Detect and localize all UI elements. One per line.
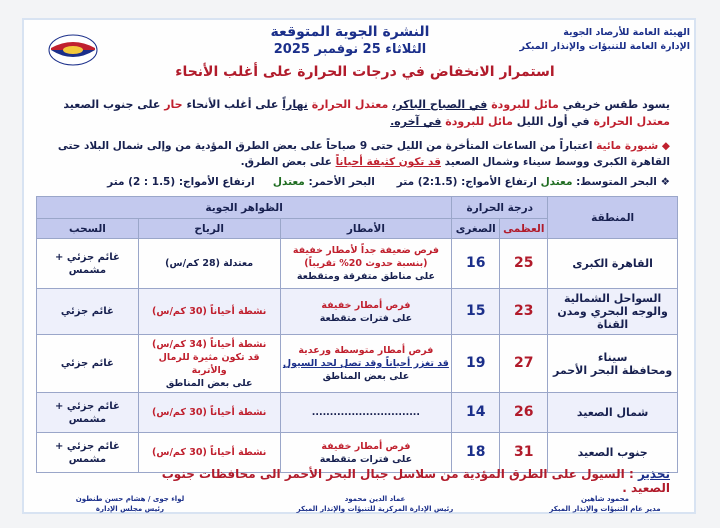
clouds-text: مشمس [68, 453, 107, 465]
forecast-text: في الصباح الباكر، [392, 98, 488, 111]
wind-cell: نشطة أحياناً (30 كم/س) [138, 289, 280, 335]
region-cell: شمال الصعيد [548, 393, 678, 433]
wave-value: (2:1.5) متر [396, 176, 458, 188]
sea-conditions [30, 176, 670, 188]
meteorological-authority-logo [48, 34, 98, 66]
forecast-text: معتدل الحرارة [593, 115, 670, 128]
fog-text: على بعض الطرق. [240, 156, 332, 168]
headline: استمرار الانخفاض في درجات الحرارة على أغلب الأنحاء [175, 64, 555, 80]
forecast-text: معتدل الحرارة [311, 98, 389, 111]
fog-emphasis: قد تكون كثيفة أحياناً [335, 156, 441, 168]
table-row [37, 335, 678, 393]
agency-line-2: الإدارة العامة للتنبؤات والإنذار المبكر [519, 41, 690, 52]
warning-label: تحذير [637, 467, 670, 481]
region-cell: القاهرة الكبرى [548, 239, 678, 289]
sea-label: البحر الأحمر: [308, 176, 375, 188]
clouds-cell: غائم جزئي [37, 335, 139, 393]
max-temp: 27 [500, 335, 548, 393]
signature-name: لواء جوى / هشام حسن طنطون [75, 495, 185, 503]
forecast-table [36, 196, 678, 473]
forecast-text: في أول الليل [516, 115, 590, 128]
max-temp: 31 [500, 433, 548, 473]
signature-title: مدير عام التنبؤات والإنذار المبكر [549, 505, 661, 513]
rain-text: (بنسبة حدوث 20% تقريباً) [304, 258, 428, 269]
clouds-cell [37, 239, 139, 289]
rain-text: فرص أمطار خفيفة [321, 440, 411, 452]
forecast-text: يسود طقس خريفي [562, 98, 670, 111]
region-text: ومحافظة البحر الأحمر [553, 363, 673, 377]
wave-label: ارتفاع الأمواج: [178, 176, 255, 188]
bulletin-title: النشرة الجوية المتوقعة [270, 24, 430, 40]
header-clouds: السحب [37, 219, 139, 239]
rain-text: على مناطق متفرقة ومتقطعة [296, 271, 435, 282]
header-wind: الرياح [138, 219, 280, 239]
wind-cell: نشطة أحياناً (30 كم/س) [138, 433, 280, 473]
region-cell: جنوب الصعيد [548, 433, 678, 473]
region-cell [548, 289, 678, 335]
header-region: المنطقة [548, 197, 678, 239]
header-temperature: درجة الحرارة [452, 197, 548, 219]
sea-state: معتدل [272, 176, 305, 188]
region-cell [548, 335, 678, 393]
clouds-text: مشمس [68, 413, 107, 425]
forecast-text: حار [164, 98, 183, 111]
forecast-text: نهاراً [282, 98, 308, 111]
forecast-text: مائل للبرودة [491, 98, 559, 111]
clouds-cell [37, 433, 139, 473]
header-phenomena: الظواهر الجوية [37, 197, 452, 219]
clouds-cell: غائم جزئي [37, 289, 139, 335]
forecast-text: مائل للبرودة [445, 115, 513, 128]
table-row [37, 393, 678, 433]
diamond-bullet-icon: ◆ [661, 140, 670, 152]
header-max: العظمى [500, 219, 548, 239]
wind-text: معتدلة (28 كم/س) [165, 258, 254, 269]
region-text: سيناء [597, 350, 628, 364]
rain-text: فرص ضعيفة جداً لأمطار خفيفة [292, 245, 439, 256]
rain-text: على بعض المناطق [322, 371, 410, 382]
wind-text: نشطة أحياناً (34 كم/س) [152, 338, 267, 350]
signature-name: محمود شاهين [580, 495, 629, 503]
rain-text: على فترات متقطعة [319, 453, 413, 465]
max-temp: 26 [500, 393, 548, 433]
clouds-text: مشمس [68, 264, 107, 276]
table-row [37, 289, 678, 335]
forecast-paragraph [30, 96, 670, 130]
min-temp: 16 [452, 239, 500, 289]
max-temp: 25 [500, 239, 548, 289]
sea-state: معتدل [540, 176, 573, 188]
signature-2 [275, 494, 475, 514]
clouds-text: غائم جزئي + [55, 400, 120, 412]
rain-cell [280, 335, 452, 393]
min-temp: 14 [452, 393, 500, 433]
fog-text: اعتباراً من الساعات المتأخرة من الليل حتى 9 صباحاً على بعض الطرق المؤدية من وإلى شمال البلاد حتى القاهرة الكبرى ووسط سيناء وشمال الصعيد [57, 140, 670, 168]
fog-notice [30, 138, 670, 170]
table-row [37, 239, 678, 289]
signature-title: رئيس مجلس الإدارة [95, 505, 165, 513]
clouds-cell [37, 393, 139, 433]
rain-text: قد تغزر أحياناً وقد تصل لحد السيول [282, 358, 449, 369]
rain-text: فرص أمطار خفيفة [321, 299, 411, 311]
bulletin-heading [250, 24, 450, 57]
warning-text: : السيول على الطرق المؤدية من سلاسل جبال البحر الأحمر الى محافظات جنوب الصعيد . [161, 467, 670, 495]
rain-text: على فترات متقطعة [319, 312, 413, 324]
fog-label: شبورة مائية [596, 140, 659, 152]
min-temp: 18 [452, 433, 500, 473]
wind-text: على بعض المناطق [165, 377, 253, 389]
forecast-text: على جنوب الصعيد [63, 98, 161, 111]
bulletin-date: الثلاثاء 25 نوفمبر 2025 [273, 42, 427, 57]
forecast-text: في آخره. [390, 115, 442, 128]
agency-name [519, 26, 690, 54]
rain-cell: .............................. [280, 393, 452, 433]
signature-title: رئيس الإدارة المركزية للتنبؤات والإنذار المبكر [296, 505, 454, 513]
signature-name: عماد الدين محمود [344, 495, 406, 503]
region-text: السواحل الشمالية [564, 292, 662, 305]
rain-text: فرص أمطار متوسطة ورعدية [298, 345, 434, 356]
min-temp: 15 [452, 289, 500, 335]
wave-value: (1.5 : 2) متر [107, 176, 176, 188]
wind-cell: نشطة أحياناً (30 كم/س) [138, 393, 280, 433]
forecast-text: على أغلب الأنحاء [186, 98, 279, 111]
max-temp: 23 [500, 289, 548, 335]
rain-cell [280, 289, 452, 335]
agency-line-1: الهيئة العامة للأرصاد الجوية [563, 27, 690, 38]
signature-1 [520, 494, 690, 514]
wind-text: قد تكون مثيرة للرمال والأتربة [158, 351, 260, 376]
diamond-bullet-icon: ❖ [660, 176, 670, 188]
region-text: والوجه البحري ومدن القناة [557, 305, 668, 331]
min-temp: 19 [452, 335, 500, 393]
clouds-text: غائم جزئي + [55, 251, 120, 263]
header-min: الصغرى [452, 219, 500, 239]
wave-label: ارتفاع الأمواج: [461, 176, 537, 188]
signature-3 [60, 494, 200, 514]
wind-cell [138, 239, 280, 289]
wind-cell [138, 335, 280, 393]
clouds-text: غائم جزئي + [55, 440, 120, 452]
sea-label: البحر المتوسط: [576, 176, 657, 188]
warning-line [160, 467, 670, 495]
header-rain: الأمطار [280, 219, 452, 239]
rain-cell [280, 239, 452, 289]
